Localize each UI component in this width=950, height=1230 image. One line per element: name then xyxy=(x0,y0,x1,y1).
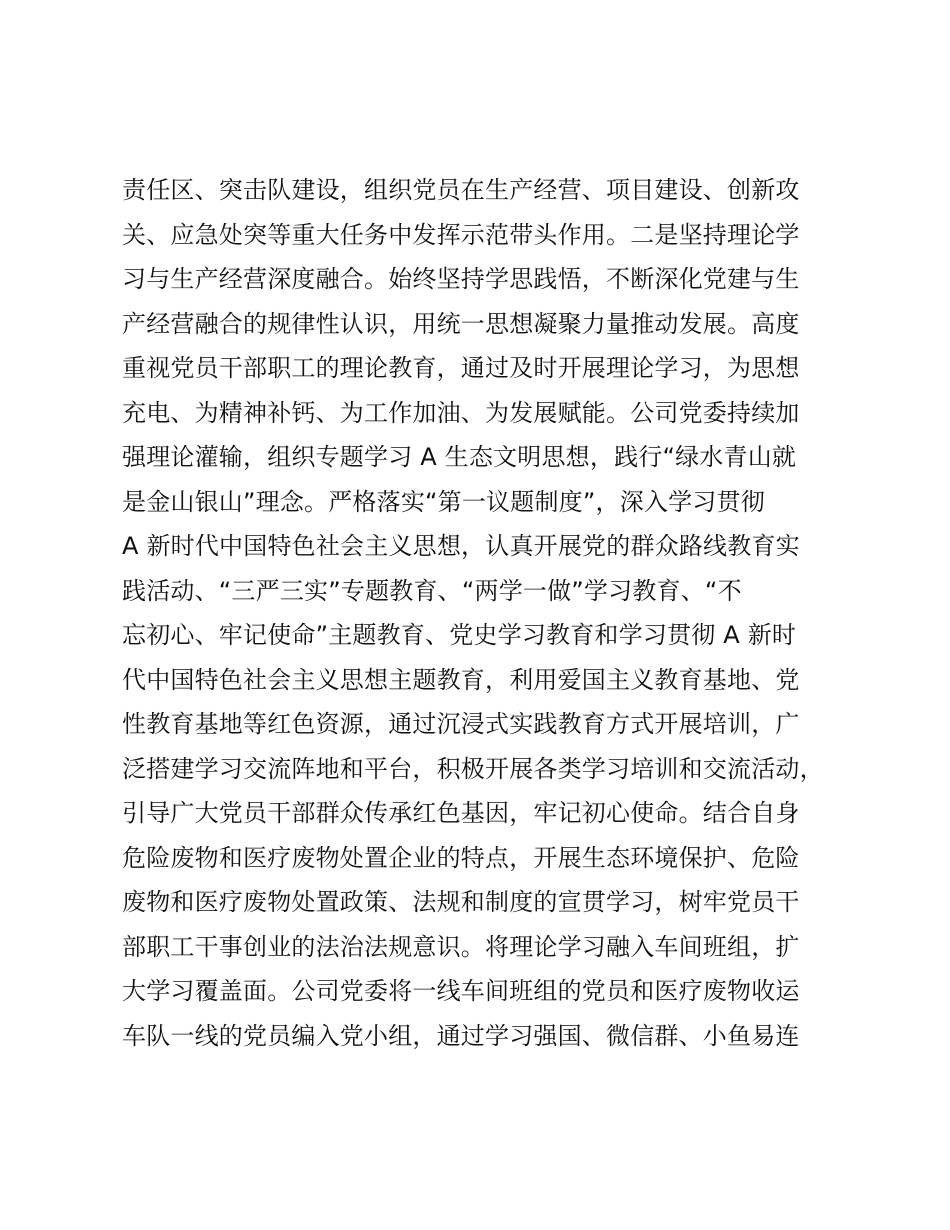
paragraph-line: 车队一线的党员编入党小组，通过学习强国、微信群、小鱼易连 xyxy=(122,1021,800,1050)
paragraph-line: 部职工干事创业的法治法规意识。将理论学习融入车间班组，扩 xyxy=(122,932,800,961)
paragraph-line: 习与生产经营深度融合。始终坚持学思践悟，不断深化党建与生 xyxy=(122,265,800,293)
paragraph-line: 引导广大党员干部群众传承红色基因，牢记初心使命。结合自身 xyxy=(122,799,800,827)
paragraph-line: 危险废物和医疗废物处置企业的特点，开展生态环境保护、危险 xyxy=(122,843,800,872)
paragraph-line: 践活动、“三严三实”专题教育、“两学一做”学习教育、“不 xyxy=(122,576,742,605)
body-paragraph xyxy=(122,168,842,1058)
paragraph-line: 泛搭建学习交流阵地和平台，积极开展各类学习培训和交流活动， xyxy=(122,754,824,783)
paragraph-line: 责任区、突击队建设，组织党员在生产经营、项目建设、创新攻 xyxy=(122,176,800,204)
paragraph-line: 强理论灌输，组织专题学习 A 生态文明思想，践行“绿水青山就 xyxy=(122,443,797,471)
paragraph-line: A 新时代中国特色社会主义思想，认真开展党的群众路线教育实 xyxy=(122,532,800,560)
paragraph-line: 充电、为精神补钙、为工作加油、为发展赋能。公司党委持续加 xyxy=(122,398,800,427)
paragraph-line: 产经营融合的规律性认识，用统一思想凝聚力量推动发展。高度 xyxy=(122,309,800,338)
paragraph-line: 大学习覆盖面。公司党委将一线车间班组的党员和医疗废物收运 xyxy=(122,977,800,1005)
paragraph-line: 关、应急处突等重大任务中发挥示范带头作用。二是坚持理论学 xyxy=(122,220,800,249)
paragraph-line: 忘初心、牢记使命”主题教育、党史学习教育和学习贯彻 A 新时 xyxy=(122,621,797,649)
paragraph-line: 重视党员干部职工的理论教育，通过及时开展理论学习，为思想 xyxy=(122,354,800,382)
paragraph-line: 代中国特色社会主义思想主题教育，利用爱国主义教育基地、党 xyxy=(122,665,800,694)
paragraph-line: 性教育基地等红色资源，通过沉浸式实践教育方式开展培训，广 xyxy=(122,710,800,738)
paragraph-line: 是金山银山”理念。严格落实“第一议题制度”，深入学习贯彻 xyxy=(122,487,765,516)
paragraph-line: 废物和医疗废物处置政策、法规和制度的宣贯学习，树牢党员干 xyxy=(122,888,800,916)
